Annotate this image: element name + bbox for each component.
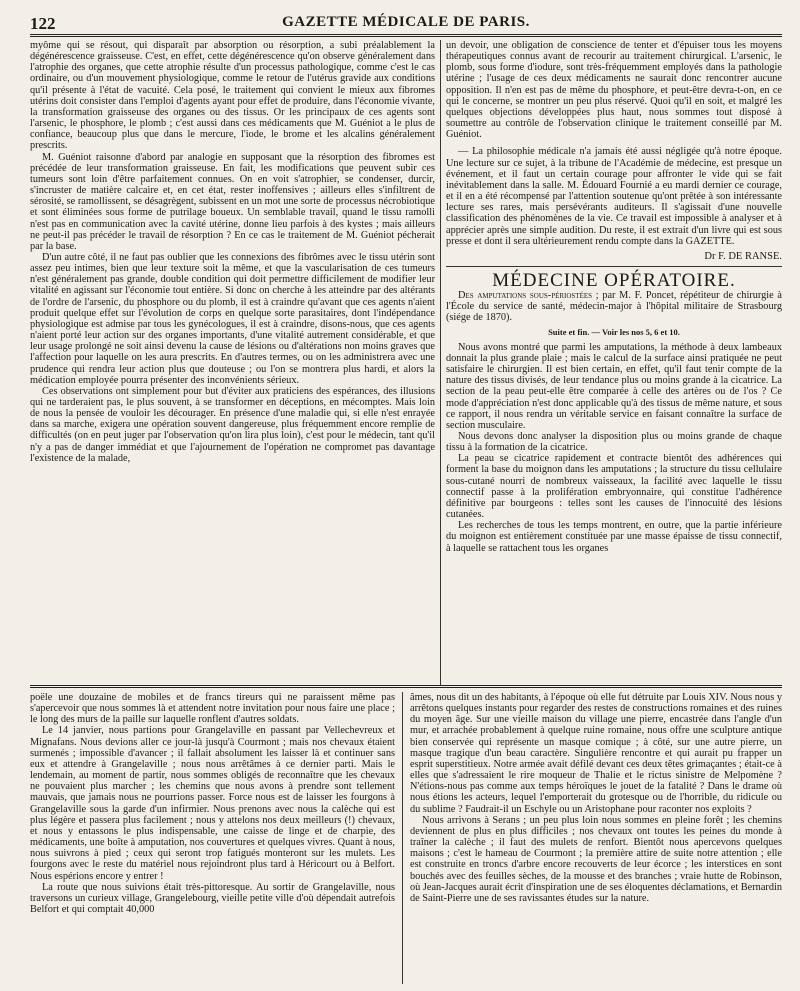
journal-title: GAZETTE MÉDICALE DE PARIS.: [282, 14, 530, 30]
page-number: 122: [30, 14, 56, 33]
page-header: [30, 8, 782, 37]
paragraph: Nous devons donc analyser la disposition plus ou moins grande de chaque tissu à la formation de la cicatrice.: [446, 431, 782, 454]
article-subtitle-lead: Des amputations sous-périostées ;: [458, 290, 599, 302]
paragraph: Le 14 janvier, nous partions pour Grangelaville en passant par Vellechevreux et Mignafans. Nous devions aller ce jour-là jusqu'à Courmont ; mais nos chevaux étaient surmenés ; impossible d'avancer ; il fallait absolument les laisser là et continuer sans eux et attendre à Grangelaville ; nous nous arrêtâmes à ce dernier parti. Mais le lendemain, au moment de partir, nous sommes obligés de reconnaître que les chevaux ne pouvaient plus marcher ; les chemins que nous avons à prendre sont tellement mauvais, que jamais nous ne pourrions passer. Force nous est de laisser les fourgons à Grangelaville sous la garde d'un infirmier. Nous prenons avec nous la calèche qui est plus légère et passera plus facilement ; nous y attelons nos deux meilleurs (!) chevaux, et nous y entassons le plus indispensable, une caisse de linge et de charpie, des médicaments, une boîte à amputation, nos couvertures et quelques vivres. Quant à nous, nous suivrons à pied ; ceux qui seront trop fatigués monteront sur les mulets. Les fourgons avec le reste du matériel nous rejoindront plus tard à Héricourt ou à Belfort. Nous espérions encore y entrer !: [30, 725, 395, 882]
paragraph: un devoir, une obligation de conscience de tenter et d'épuiser tous les moyens thérapeutiques connus avant de recourir au traitement chirurgical. L'arsenic, le plomb, sous forme d'iodure, sont très-fréquemment employés dans la pathologie utérine ; l'usage de ces deux médicaments ne saurait donc rencontrer aucune opposition. Il n'en est pas de même du phosphore, et peut-être devra-t-on, en ce qui le concerne, se montrer un peu plus réservé. Quoi qu'il en soit, et malgré les quelques objections développées plus haut, nous sommes tout disposé à soumettre au contrôle de l'observation clinique le traitement conseillé par M. Guéniot.: [446, 40, 782, 141]
paragraph: Ces observations ont simplement pour but d'éviter aux praticiens des espérances, des illusions qui ne tarderaient pas, le plus souvent, à se transformer en déceptions, en mécomptes. Mais loin de nous la pensée de vouloir les décourager. En présence d'une maladie qui, si elle n'est enrayée dans sa marche, exigera une opération souvent dangereuse, plus fréquemment encore remplie de difficultés (on en peut juger par l'observation qu'on lira plus loin), c'est pour le médecin, tant qu'il n'y a pas de danger immédiat et que l'ajournement de l'opération ne compromet pas davantage l'existence de la malade,: [30, 385, 435, 464]
column-left-top: [30, 40, 435, 464]
paragraph: — La philosophie médicale n'a jamais été aussi négligée qu'à notre époque. Une lecture sur ce sujet, à la tribune de l'Académie de médecine, est presque un événement, et il faut un certain courage pour affronter le vide qui se fait inévitablement dans la salle. M. Édouard Fournié a eu mardi dernier ce courage, et il en a été récompensé par l'attention soutenue qu'ont prêtée à son intéressante lecture ses rares, mais persévérants auditeurs. Il s'agissait d'une nouvelle classification des phénomènes de la vie. Ce travail est impossible à analyser et à apprécier après une simple audition. Du reste, il est extrait d'un livre qui est sous presse et dont il sera ultérieurement rendu compte dans la GAZETTE.: [446, 146, 782, 247]
column-right-bottom: [410, 692, 782, 904]
section-divider: [446, 266, 782, 267]
paragraph: La route que nous suivions était très-pittoresque. Au sortir de Grangelaville, nous traversons un curieux village, Grangelebourg, vieille petite ville d'où dépendait autrefois Belfort et qui comptait 40,000: [30, 881, 395, 915]
paragraph: myôme qui se résout, qui disparaît par absorption ou résorption, a subi préalablement la dégénérescence graisseuse. C'est, en effet, cette dégénérescence qu'on observe généralement dans l'atrophie des organes, que cette atrophie résulte d'un processus pathologique, comme c'est le cas ordinaire, ou d'un mouvement physiologique, comme le retour de l'utérus gravide aux conditions qu'il présente à l'état de vacuité. Cela posé, le traitement qui convient le mieux aux fibromes utérins doit consister dans l'emploi d'agents ayant pour effet de produire, dans l'économie vivante, la transformation graisseuse des organes ou des tissus. Or les principaux de ces agents sont l'arsenic, le phosphore, le plomb ; c'est aussi dans ces médicaments que M. Guéniot a le plus de confiance, beaucoup plus que dans le mercure, l'iode, le brome et les alcalins généralement prescrits.: [30, 40, 435, 152]
paragraph: Les recherches de tous les temps montrent, en outre, que la partie inférieure du moignon est entièrement constituée par une masse épaisse de tissu connectif, à laquelle se rattachent tous les organes: [446, 520, 782, 554]
feuilleton-divider: [30, 685, 782, 688]
author-signature: Dr F. DE RANSE.: [704, 250, 782, 262]
paragraph: Nous avons montré que parmi les amputations, la méthode à deux lambeaux donnait la plus grande plaie ; mais le calcul de la surface ainsi pratiquée ne peut satisfaire le chirurgien. Il est bien certain, en effet, qu'il faut tenir compte de la nature des tissus divisés, de leur tendance plus ou moins grande à la cicatrice. La section de la peau peut-elle être comparée à celle des artères ou de l'os ? Ce mode d'appréciation n'est donc applicable qu'à des tissus de même nature, et sous ce rapport, il nous rendra un véritable service en faisant connaître la surface de section musculaire.: [446, 341, 782, 431]
paragraph: D'un autre côté, il ne faut pas oublier que les connexions des fibrômes avec le tissu utérin sont assez peu intimes, bien que leur texture soit la même, et que la vascularisation de ces tumeurs n'est généralement pas grande, double condition qui doit permettre difficilement de modifier leur vitalité en agissant sur l'économie tout entière. Si donc on cherche à les atteindre par des altérants de l'ordre de l'arsenic, du phosphore ou du plomb, il est à craindre qu'avant que ces agents n'aient produit quelque effet sur l'évolution de corps en quelque sorte parasitaires, dont l'indépendance physiologique est admise par tous les gynécologues, il est à craindre, disons-nous, que ces agents n'aient porté leur action sur des organes importants, d'une vitalité autrement considérable, et que leur usage prolongé ne soit ainsi devenu la cause de lésions ou d'altérations non moins graves que l'affection pour laquelle on les aura prescrits. En d'autres termes, ou on les administrera avec une prudence qui rendra leur action plus que douteuse ; ou l'on se montrera plus hardi, et alors la médication employée pourra présenter des inconvénients sérieux.: [30, 251, 435, 386]
continuation-note: Suite et fin. — Voir les nos 5, 6 et 10.: [548, 326, 680, 337]
column-left-bottom: [30, 692, 395, 915]
article-subtitle-rest: par M. F. Poncet, répétiteur de chirurgie à l'École du service de santé, médecin-major à l'hôpital militaire de Strasbourg (siége de 1870).: [446, 290, 782, 324]
paragraph: M. Guéniot raisonne d'abord par analogie en supposant que la résorption des fibromes est précédée de leur transformation graisseuse. En fait, les modifications que peuvent subir ces tumeurs sont loin d'être parfaitement connues. On en voit s'atrophier, se condenser, durcir, s'incruster de matière calcaire et, en cet état, rester inoffensives ; ailleurs elles s'infiltrent de sérosité, se ramollissent, se désagrègent, subissent en un mot une sorte de processus nécrobiotique et sont éliminées sous forme de putrilage boueux. Un semblable travail, quand le tissu ramolli n'est pas en communication avec la cavité utérine, donne lieu parfois à des kystes ; mais ailleurs ne peut-il pas précéder le travail de résorption ? En ce cas le traitement de M. Guéniot pécherait par la base.: [30, 151, 435, 252]
column-divider-top: [440, 40, 441, 685]
column-right-top: [446, 40, 782, 554]
paragraph: Nous arrivons à Serans ; un peu plus loin nous sommes en pleine forêt ; les chemins deviennent de plus en plus difficiles ; nos chevaux ont toutes les peines du monde à traîner la calèche ; il faut des mulets de renfort. Bientôt nous apercevons quelques maisons ; c'est le hameau de Courmont ; la première attire de suite notre attention ; elle est construite en troncs d'arbre encore recouverts de leur écorce ; les interstices en sont bouchés avec des feuilles sèches, de la mousse et des branches ; vraie hutte de Robinson, où Jean-Jacques aurait écrit d'inspiration une de ses éloquentes déclamations, et Bernardin de Saint-Pierre une de ses ravissantes études sur la nature.: [410, 814, 782, 904]
article-subtitle: [446, 290, 782, 323]
column-divider-bottom: [402, 692, 403, 984]
paragraph: La peau se cicatrice rapidement et contracte bientôt des adhérences qui forment la base du moignon dans les amputations ; la structure du tissu cellulaire sous-cutané nourri de nombreux vaisseaux, la facilité avec laquelle le tissu connectif passe à la prolifération embryonnaire, qui constitue l'adhérence définitive par bourgeons : telles sont les causes de l'innocuité des lésions cutanées.: [446, 453, 782, 521]
paragraph: âmes, nous dit un des habitants, à l'époque où elle fut détruite par Louis XIV. Nous nous y arrêtons quelques instants pour regarder des restes de constructions romaines et des ruines du moyen âge. Sur une vieille maison du village une pierre, encastrée dans l'angle d'un mur, et arrachée probablement à quelque ruine romaine, nous offre une sculpture antique bien conservée qui représente un masque comique ; à côté, sur une autre pierre, un masque tragique d'un beau caractère. Singulière rencontre et qui aurait pu frapper un esprit superstitieux. Notre armée avait défilé devant ces deux têtes grimaçantes ; était-ce à elles que s'adressaient le rire moqueur de Thalie et le rictus sinistre de Melpomène ? N'étions-nous pas comme aux temps héroïques le jouet de la fatalité ? Dans le drame où nous étions les acteurs, lequel l'emporterait du grotesque ou de l'horrible, du ridicule ou du sublime ? Faudrait-il un Eschyle ou un Aristophane pour raconter nos exploits ?: [410, 692, 782, 815]
paragraph: poële une douzaine de mobiles et de francs tireurs qui ne paraissent même pas s'apercevoir que nous sommes là et attendent notre invitation pour nous faire une place ; le long des murs de la paille sur laquelle ronflent d'autres soldats.: [30, 692, 395, 726]
section-title: MÉDECINE OPÉRATOIRE.: [492, 269, 736, 291]
